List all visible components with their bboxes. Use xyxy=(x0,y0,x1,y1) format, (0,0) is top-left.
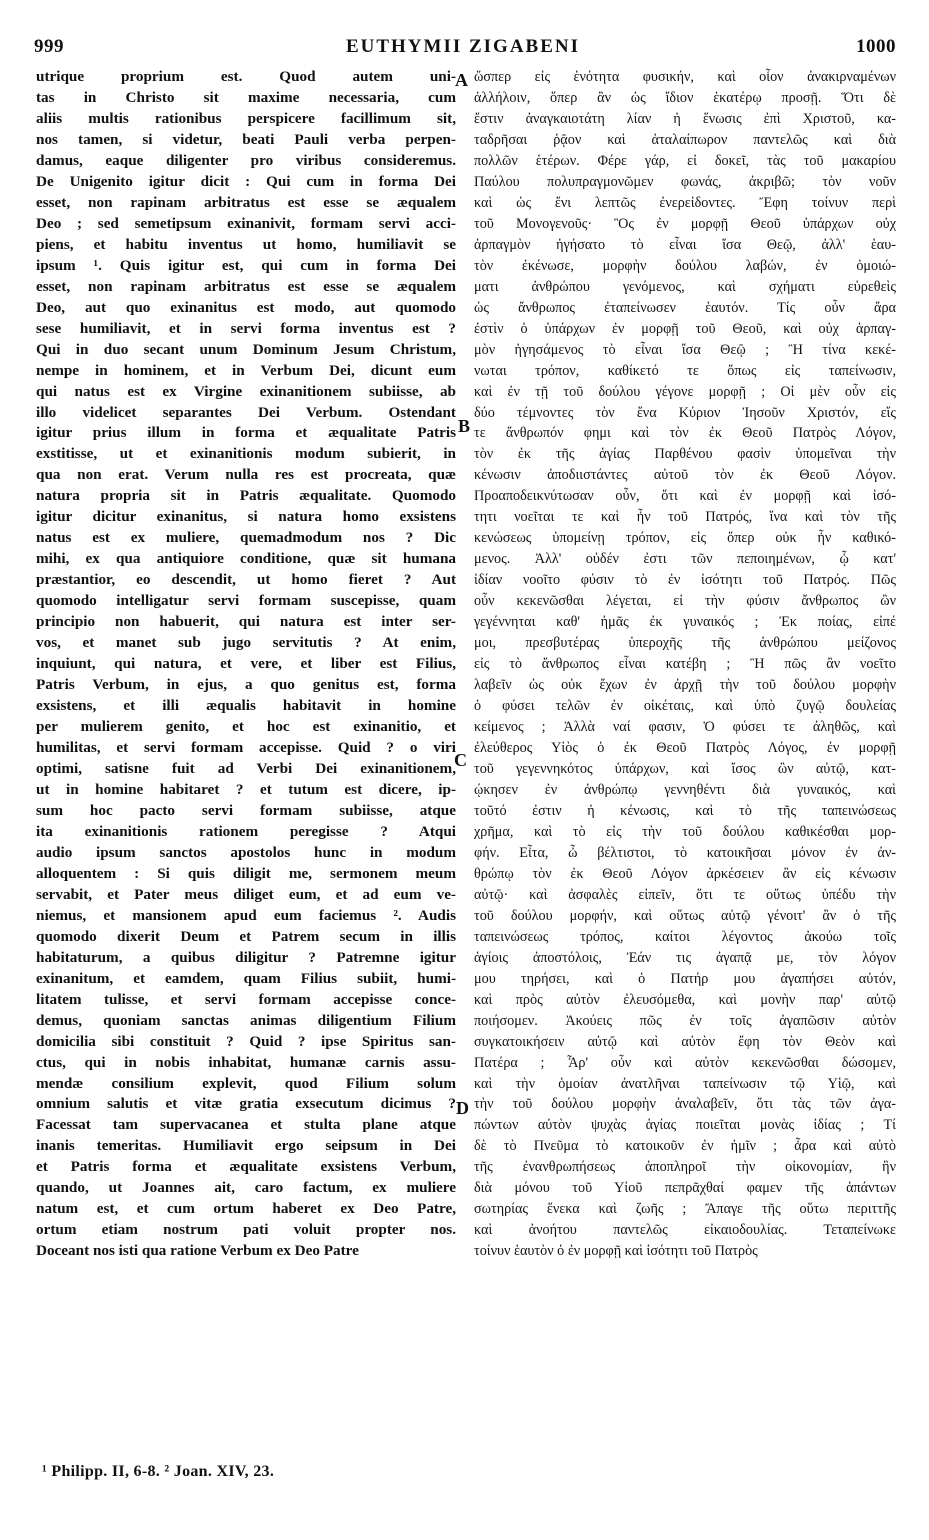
latin-text-line: per mulierem genito, et hoc est exinanitio, et xyxy=(36,718,456,736)
greek-text-line: νωται τρόπον, καθίκετό τε ὅπως εἰς ταπείνωσιν, xyxy=(474,362,896,379)
greek-text-line: μοι, πρεσβυτέρας ὑπεροχῆς τῆς ἀνθρώπου μείζονος xyxy=(474,635,896,652)
greek-text-line: Παύλου πολυπραγμονῶμεν φωνάς, ἀκριβῶ; τὸν νοῦν xyxy=(474,173,896,190)
greek-text-line: τοῦ γεγεννηκότος ὑπάρχων, καὶ ἴσος ὢν αὐτῷ, κατ- xyxy=(474,760,896,777)
latin-text-line: inanis temeritas. Humiliavit ergo seipsum in Dei xyxy=(36,1137,456,1155)
greek-text-line: θρώπῳ τὸν ἐκ Θεοῦ Λόγον ἀρκέσειεν ἂν εἰς κένωσιν xyxy=(474,865,896,882)
greek-text-line: πολλῶν ἑτέρων. Φέρε γάρ, εἰ δοκεῖ, τὰς τοῦ μακαρίου xyxy=(474,152,896,169)
greek-text-line: κένωσιν ἀποδιιστάντες αὐτοῦ τὸν ἐκ Θεοῦ Λόγον. xyxy=(474,467,896,484)
greek-text-line: ταδρῆσαι ῥᾷον καὶ ἀταλαίπωρον παντελῶς καὶ διὰ xyxy=(474,131,896,148)
latin-text-line: qui natus est ex Virgine exinanitionem subiisse, ab xyxy=(36,382,456,400)
greek-text-line: ματι ἀνθρώπου γενόμενος, καὶ σχήματι εὑρεθεὶς xyxy=(474,278,896,295)
page-header xyxy=(30,36,896,62)
greek-text-line: δύο τέμνοντες τὸν ἕνα Κύριον Ἰησοῦν Χριστόν, εἴς xyxy=(474,404,896,421)
greek-text-line: καὶ ὡς ἔνι λεπτῶς ἐνερεἰδοντες. Ἔφη τοίνυν περὶ xyxy=(474,194,896,211)
latin-text-line: natus est ex muliere, quemadmodum nos ? Dic xyxy=(36,529,456,547)
greek-text-line: ἔστιν ἀναγκαιοτάτη λίαν ἡ ἕνωσις ἐπὶ Χριστοῦ, κα- xyxy=(474,110,896,127)
greek-text-line: ἀλλήλοιν, ὅπερ ἂν ὡς ἴδιον ἑκατέρῳ προσῇ. Ὅτι δὲ xyxy=(474,89,896,106)
latin-text-line: Deo, aut quo exinanitus est modo, aut quomodo xyxy=(36,298,456,316)
greek-text-line: τὸν ἐκένωσε, μορφὴν δούλου λαβών, ἐν ὁμοιώ- xyxy=(474,257,896,274)
latin-text-line: servabit, et Pater meus diliget eum, et ad eum ve- xyxy=(36,885,456,903)
greek-text-line: τοίνυν ἑαυτὸν ὁ ἐν μορφῇ καὶ ἰσότητι τοῦ Πατρὸς xyxy=(474,1243,758,1260)
greek-text-line: ἁγίοις ἀποστόλοις, Ἐάν τις ἀγαπᾷ με, τὸν λόγον xyxy=(474,949,896,966)
latin-text-line: domicilia sibi constituit ? Quid ? ipse Spiritus san- xyxy=(36,1032,456,1050)
latin-text-line: exstitisse, ut et exinanitionis modum subierit, in xyxy=(36,445,456,463)
latin-text-line: utrique proprium est. Quod autem uni- xyxy=(36,68,456,85)
latin-text-line: ctus, qui in nobis inhabitat, humanæ carnis assu- xyxy=(36,1053,456,1071)
greek-text-line: τοῦ Μονογενοῦς· Ὃς ἐν μορφῇ Θεοῦ ὑπάρχων οὐχ xyxy=(474,215,896,232)
latin-text-line: mihi, ex qua antiquiore conditione, quæ sit humana xyxy=(36,550,456,568)
latin-text-line: principio non habuerit, qui natura est inter ser- xyxy=(36,613,456,631)
latin-text-line: optimi, satisne fuit ad Verbi Dei exinanitionem, xyxy=(36,759,456,777)
footnote: ¹ Philipp. II, 6-8. ² Joan. XIV, 23. xyxy=(42,1463,275,1480)
latin-text-line: vos, et manet sub jugo servitutis ? At enim, xyxy=(36,634,456,652)
greek-text-line: τῆς ἐνανθρωπήσεως ἀποπληροῖ τὴν οἰκονομίαν, ἣν xyxy=(474,1159,896,1176)
greek-text-line: καὶ πρὸς αὐτὸν ἐλευσόμεθα, καὶ μονὴν παρ' αὐτῷ xyxy=(474,991,896,1008)
page-number-right: 1000 xyxy=(856,36,896,57)
latin-text-line: exinanitum, et eamdem, quam Filius subiit, humi- xyxy=(36,969,456,987)
greek-text-line: ἰδίαν νοοῖτο φύσιν τὸ ἐν ἰσότητι τοῦ Πατρός. Πῶς xyxy=(474,572,896,589)
latin-text-line: nempe in hominem, et in Verbum Dei, dicunt eum xyxy=(36,361,456,379)
latin-text-line: aliis multis rationibus perspicere facillimum sit, xyxy=(36,109,456,127)
latin-text-line: præstantior, eo descendit, ut homo fieret ? Aut xyxy=(36,571,456,589)
greek-text-line: μὸν ἡγησάμενος τὸ εἶναι ἴσα Θεῷ ; Ἢ τίνα κεκέ- xyxy=(474,341,896,358)
latin-text-line: Deo ; sed semetipsum exinanivit, formam servi acci- xyxy=(36,214,456,232)
latin-text-line: quomodo dixerit Deum et Patrem secum in illis xyxy=(36,927,456,945)
greek-text-line: καὶ τὴν ὁμοίαν ἀνατλῆναι ταπείνωσιν τῷ Υἱῷ, καὶ xyxy=(474,1075,896,1092)
greek-text-line: ποιήσομεν. Ἀκούεις πῶς ἐν τοῖς ἀγαπῶσιν αὐτὸν xyxy=(474,1012,896,1029)
greek-text-line: λαβεῖν ὡς οὐκ ἔχων ἐν ἀρχῇ τὴν τοῦ δούλου μορφὴν xyxy=(474,677,896,694)
greek-text-line: ὡς ἄνθρωπος ἐταπείνωσεν ἑαυτόν. Τίς οὖν ἄρα xyxy=(474,299,896,316)
greek-text-line: αὐτῷ· καὶ ἀσφαλὲς εἰπεῖν, ὅτι τε οὕτως ὑπέδυ τὴν xyxy=(474,886,896,903)
greek-text-line: ὥσπερ εἰς ἑνότητα φυσικήν, καὶ οἷον ἀνακιρναμένων xyxy=(474,69,896,85)
margin-marker-d: D xyxy=(456,1098,469,1118)
greek-text-line: τὸν ἐκ τῆς ἁγίας Παρθένου φασὶν ὑπομεῖναι τὴν xyxy=(474,446,896,463)
latin-text-line: Doceant nos isti qua ratione Verbum ex Deo Patre xyxy=(36,1242,359,1260)
latin-text-line: esset, non rapinam arbitratus est esse se æqualem xyxy=(36,193,456,211)
greek-text-line: γεγέννηται καθ' ἡμᾶς ἐκ γυναικός ; Ἐκ ποίας, εἰπέ xyxy=(474,614,896,631)
greek-text-line: χρῆμα, καὶ τὸ εἰς τὴν τοῦ δούλου καθικέσθαι μορ- xyxy=(474,823,896,840)
latin-text-line: ortum etiam nostrum pati voluit propter nos. xyxy=(36,1221,456,1239)
greek-text-line: σωτηρίας ἕνεκα καὶ ζωῆς ; Ἄπαγε τῆς οὕτω περιττῆς xyxy=(474,1201,896,1218)
latin-text-line: sum hoc pacto servi formam subiisse, atque xyxy=(36,801,456,819)
latin-text-line: igitur prius illum in forma et æqualitate Patris xyxy=(36,424,456,442)
latin-text-line: tas in Christo sit maxime necessaria, cum xyxy=(36,88,456,106)
latin-text-line: nos tamen, si videtur, beati Pauli verba perpen- xyxy=(36,130,456,148)
latin-text-line: omnium salutis et vitæ gratia exsecutum dicimus ? xyxy=(36,1095,456,1113)
page-number-left: 999 xyxy=(34,36,64,57)
latin-text-line: ut in homine habitaret ? et tutum est dicere, ip- xyxy=(36,780,456,798)
margin-marker-b: B xyxy=(458,416,471,436)
latin-text-line: habitaturum, a quibus diligitur ? Patremne igitur xyxy=(36,948,456,966)
greek-text-line: μενος. Ἀλλ' οὐδέν ἐστι τῶν πεποιημένων, ᾧ κατ' xyxy=(474,551,896,568)
greek-text-line: καὶ ἀνοήτου παντελῶς εἰκαιοδουλίας. Τεταπείνωκε xyxy=(474,1222,896,1239)
latin-text-line: niemus, et mansionem apud eum faciemus ². Audis xyxy=(36,906,456,924)
margin-marker-c: C xyxy=(454,750,467,770)
latin-text-line: exsistens, et illi æqualis habitavit in homine xyxy=(36,697,456,715)
greek-text-line: κείμενος ; Ἀλλὰ ναί φασιν, Ὁ φύσει τε ἀληθῶς, καὶ xyxy=(474,719,896,736)
greek-text-line: εἰς τὸ ἄνθρωπος εἶναι κατέβη ; Ἢ πῶς ἂν νοεῖτο xyxy=(474,656,896,673)
greek-text-line: οὖν κεκενῶσθαι λέγεται, εἰ τὴν φύσιν ἄνθρωπος ὢν xyxy=(474,593,896,610)
greek-text-line: δὲ τὸ Πνεῦμα τὸ κατοικοῦν ἐν ἡμῖν ; ἆρα καὶ αὐτὸ xyxy=(474,1138,896,1155)
greek-text-line: Προαποδεικνύτωσαν οὖν, ὅτι καὶ ἐν μορφῇ καὶ ἰσό- xyxy=(474,488,896,505)
latin-text-line: natum est, et cum ortum haberet ex Deo Patre, xyxy=(36,1200,456,1218)
greek-text-line: τοῦτό ἐστιν ἡ κένωσις, καὶ τὸ τῆς ταπεινώσεως xyxy=(474,802,896,819)
greek-text-line: ὁ φύσει τελῶν ἐν οἰκέταις, καὶ ὑπὸ ζυγῷ δουλείας xyxy=(474,698,896,715)
greek-text-line: μου τηρήσει, καὶ ὁ Πατήρ μου ἀγαπήσει αὐτόν, xyxy=(474,970,896,987)
latin-text-line: alloquentem : Si quis diligit me, sermonem meum xyxy=(36,864,456,882)
greek-text-line: πώντων αὐτὸν ψυχὰς ἁγίας ποιεῖται μονὰς ἰδίας ; Τί xyxy=(474,1117,896,1134)
latin-text-line: sese humiliavit, et in servi forma inventus est ? xyxy=(36,319,456,337)
latin-text-line: De Unigenito igitur dicit : Qui cum in forma Dei xyxy=(36,172,456,190)
greek-text-line: ῴκησεν ἐν ἀνθρώπῳ γεννηθέντι διὰ γυναικός, καὶ xyxy=(474,781,896,798)
latin-text-line: Qui in duo secant unum Dominum Jesum Christum, xyxy=(36,340,456,358)
greek-text-line: τητι νοεῖται τε καὶ ἦν τοῦ Πατρός, ἵνα καὶ τὸν τῆς xyxy=(474,509,896,526)
latin-text-line: et Patris forma et æqualitate exsistens Verbum, xyxy=(36,1158,456,1176)
greek-text-line: ἐστὶν ὁ ὑπάρχων ἐν μορφῇ τοῦ Θεοῦ, καὶ οὐχ ἁρπαγ- xyxy=(474,320,896,337)
latin-text-line: Patris Verbum, in ejus, a quo genitus est, forma xyxy=(36,676,456,694)
greek-text-line: διὰ μόνου τοῦ Υἱοῦ πεπρᾶχθαί φαμεν τῆς ἁπάντων xyxy=(474,1180,896,1197)
latin-column xyxy=(36,67,456,1427)
latin-text-line: Facessat tam supervacanea et stulta plane atque xyxy=(36,1116,456,1134)
greek-text-line: Πατέρα ; Ἆρ' οὖν καὶ αὐτὸν κεκενῶσθαι δώσομεν, xyxy=(474,1054,896,1071)
greek-text-line: ἁρπαγμὸν ἡγήσατο τὸ εἶναι ἴσα Θεῷ, ἀλλ' ἑαυ- xyxy=(474,236,896,253)
greek-text-line: τε ἄνθρωπόν φημι καὶ τὸν ἐκ Θεοῦ Πατρὸς Λόγον, xyxy=(474,425,896,442)
greek-text-line: συγκατοικήσειν αὐτῷ καὶ αὐτὸν ἔφη τὸν Θεὸν καὶ xyxy=(474,1033,896,1050)
greek-column xyxy=(474,67,896,1427)
latin-text-line: humilitas, et servi formam accepisse. Quid ? o viri xyxy=(36,739,456,756)
running-title: EUTHYMII ZIGABENI xyxy=(345,36,581,57)
greek-text-line: φήν. Εἶτα, ὦ βέλτιστοι, τὸ κατοικῆσαι μόνον ἐν ἀν- xyxy=(474,844,896,861)
latin-text-line: damus, eaque diligenter pro viribus consideremus. xyxy=(36,151,456,169)
latin-text-line: esset, non rapinam arbitratus est esse se æqualem xyxy=(36,277,456,295)
latin-text-line: igitur dicitur exinanitus, si natura homo exsistens xyxy=(36,508,456,526)
greek-text-line: ἐλεύθερος Υἱὸς ὁ ἐκ Θεοῦ Πατρὸς Λόγος, ἐν μορφῇ xyxy=(474,740,896,756)
latin-text-line: piens, et habitu inventus ut homo, humiliavit se xyxy=(36,235,456,253)
latin-text-line: litatem tulisse, et servi formam accepisse conce- xyxy=(36,990,456,1008)
latin-text-line: inquiunt, qui natura, et vere, et liber est Filius, xyxy=(36,655,456,673)
greek-text-line: τὴν τοῦ δούλου μορφὴν ἀναλαβεῖν, ὅτι τὰς τῶν ἀγα- xyxy=(474,1096,896,1113)
latin-text-line: qua non erat. Verum nulla res est procreata, quæ xyxy=(36,466,456,484)
margin-marker-a: A xyxy=(455,70,468,90)
latin-text-line: ipsum ¹. Quis igitur est, qui cum in forma Dei xyxy=(36,256,456,274)
latin-text-line: illo videlicet separantes Dei Verbum. Ostendant xyxy=(36,403,456,421)
latin-text-line: quomodo intelligatur servi formam suscepisse, quam xyxy=(36,592,456,610)
latin-text-line: demus, quoniam sanctas animas diligentium Filium xyxy=(36,1011,456,1029)
latin-text-line: natura propria sit in Patris æqualitate. Quomodo xyxy=(36,487,456,505)
latin-text-line: quando, ut Joannes ait, caro factum, ex muliere xyxy=(36,1179,456,1197)
greek-text-line: ταπεινώσεως τρόπος, καίτοι λέγοντος ἀκούω τοῖς xyxy=(474,928,896,945)
greek-text-line: κενώσεως ὑπομείνῃ τρόπον, εἰς ὅπερ οὐκ ἦν καθικό- xyxy=(474,530,896,547)
latin-text-line: ita exinanitionis rationem peregisse ? Atqui xyxy=(36,822,456,840)
greek-text-line: καὶ ἐν τῇ τοῦ δούλου γέγονε μορφῇ ; Οἱ μὲν οὖν εἰς xyxy=(474,383,896,400)
latin-text-line: mendæ consilium explevit, quod Filium solum xyxy=(36,1074,456,1092)
greek-text-line: τοῦ δούλου μορφήν, καὶ οὕτως αὐτῷ γένοιτ' ἂν ὁ τῆς xyxy=(474,907,896,924)
latin-text-line: audio ipsum sanctos apostolos hunc in modum xyxy=(36,843,456,861)
